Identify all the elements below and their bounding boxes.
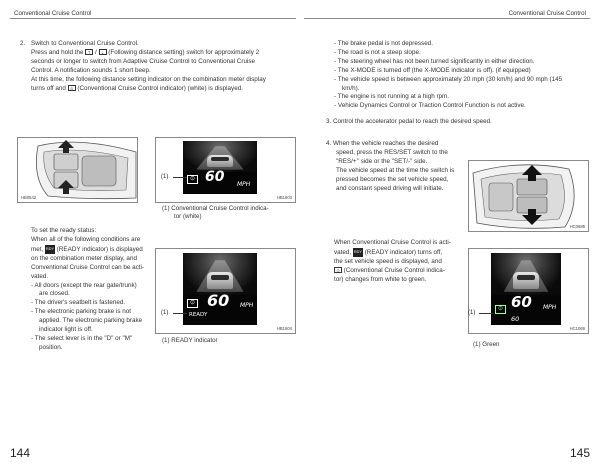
cruise-indicator-green-icon: ⊙ <box>495 305 506 314</box>
vehicle-icon <box>207 272 234 289</box>
activated-text: When Conventional Cruise Control is acti- vated, RDY (READY indicator) turns off, the set vehicle speed is displayed, and ⊙ (Conventional Cruise Control indica- tor) changes from white to green. <box>334 239 451 283</box>
left-header-title: Conventional Cruise Control <box>14 10 92 17</box>
ready-bullet-4: - The select lever is in the "D" or "M" position. <box>31 335 133 351</box>
figure2-caption: (1) Conventional Cruise Control indica- tor (white) <box>162 205 269 220</box>
set-speed-value: 60 <box>511 315 520 323</box>
left-page-number: 144 <box>10 446 31 460</box>
callout-1: (1) <box>161 310 169 316</box>
distance-decrease-icon: ⇣ <box>99 49 107 55</box>
ready-bullet-2: - The driver's seatbelt is fastened. <box>31 299 126 307</box>
figure5-caption: (1) Green <box>473 341 500 348</box>
right-header-rule <box>304 18 590 19</box>
callout-leader <box>479 313 493 314</box>
left-header-rule <box>10 18 296 19</box>
meter-display <box>183 141 257 194</box>
step3-text: 3. Control the accelerator pedal to reach the desired speed. <box>326 118 492 125</box>
steering-switch-figure-1 <box>17 137 138 203</box>
right-header-title: Conventional Cruise Control <box>508 10 586 17</box>
callout-leader <box>173 313 187 314</box>
ready-indicator-icon: RDY <box>45 245 55 254</box>
speed-unit: MPH <box>240 302 254 309</box>
speed-value: 60 <box>207 291 230 310</box>
meter-display-ready <box>183 253 257 325</box>
vehicle-icon <box>513 272 538 289</box>
figure2-id: HB1603 <box>276 195 292 200</box>
ready-bullet-1: - All doors (except the rear gate/trunk) are closed. <box>31 281 137 298</box>
right-page-number: 145 <box>569 446 590 460</box>
meter-figure-ready <box>155 248 296 334</box>
callout-leader <box>173 177 187 178</box>
step2-text: Switch to Conventional Cruise Control. Press and hold the ⇡ / ⇣ (Following distance setting) switch for approximately 2 seconds or longer to switch from Adaptive Cruise Control to Conventional Cruise Control. A notification sounds 1 short beep. At this time, the following distance setting indicator on the combination meter display turns off and ⊙ (Conventional Cruise Control indicator) (white) is displayed. <box>31 40 266 92</box>
res-set-switch-illustration <box>469 161 590 233</box>
ready-status-text: To set the ready status: When all of the following conditions are met, RDY (READY indicator) is displayed on the combination meter display, and Conventional Cruise Control can be acti- vated. - All doors (except the rear gate/trunk) are closed. - The driver's seatbelt is fastened. - The electronic parking brake is not applied. The electronic parking brake indicator light is off. - The select lever is in the "D" or "M" position. <box>31 227 154 353</box>
figure4-id: HC0689 <box>569 224 585 229</box>
vehicle-icon <box>207 155 234 168</box>
figure1-id: HB0542 <box>21 195 37 200</box>
ready-indicator-icon: RDY <box>353 248 363 257</box>
distance-increase-icon: ⇡ <box>85 49 93 55</box>
ready-indicator-text: READY <box>189 312 208 318</box>
meter-figure-cruise-indicator <box>155 137 296 203</box>
figure3-id: HB1604 <box>276 326 292 331</box>
steering-switch-figure-res-set <box>468 160 589 232</box>
figure5-id: HC1069 <box>569 326 585 331</box>
figure3-caption: (1) READY indicator <box>162 337 218 344</box>
step4-text: 4. When the vehicle reaches the desired speed, press the RES/SET switch to the "RES/+" side or the "SET/-" side. The vehicle speed at the time the switch is pressed becomes the set vehicle speed, and constant speed driving will initiate. <box>326 140 455 192</box>
cruise-indicator-icon: ⊙ <box>187 299 198 308</box>
ready-conditions-continued: - The brake pedal is not depressed. - The road is not a steep slope. - The steering wheel has not been turned significantly in either direction. - The X-MODE is turned off (the X-MODE indicator is off). (if equipped) - The vehicle speed is between approximately 20 mph (30 km/h) and 90 mph (145 km/h). - The engine is not running at a high rpm. - Vehicle Dynamics Control or Traction Control Function is not active. <box>334 40 563 110</box>
callout-1: (1) <box>468 310 476 316</box>
meter-figure-green <box>468 248 589 334</box>
cruise-indicator-icon: ⊙ <box>334 267 342 273</box>
speed-value: 60 <box>205 169 225 185</box>
cruise-indicator-icon: ⊙ <box>187 175 198 184</box>
step2-number: 2. <box>20 40 26 47</box>
cruise-indicator-icon: ⊙ <box>68 85 76 91</box>
ready-bullet-3: - The electronic parking brake is not applied. The electronic parking brake indicator light is off. <box>31 308 143 334</box>
speed-unit: MPH <box>237 181 251 188</box>
steering-switch-illustration <box>18 138 139 204</box>
speed-value: 60 <box>511 293 532 311</box>
callout-1: (1) <box>161 174 169 180</box>
speed-unit: MPH <box>543 304 557 311</box>
meter-display-green <box>491 253 561 325</box>
